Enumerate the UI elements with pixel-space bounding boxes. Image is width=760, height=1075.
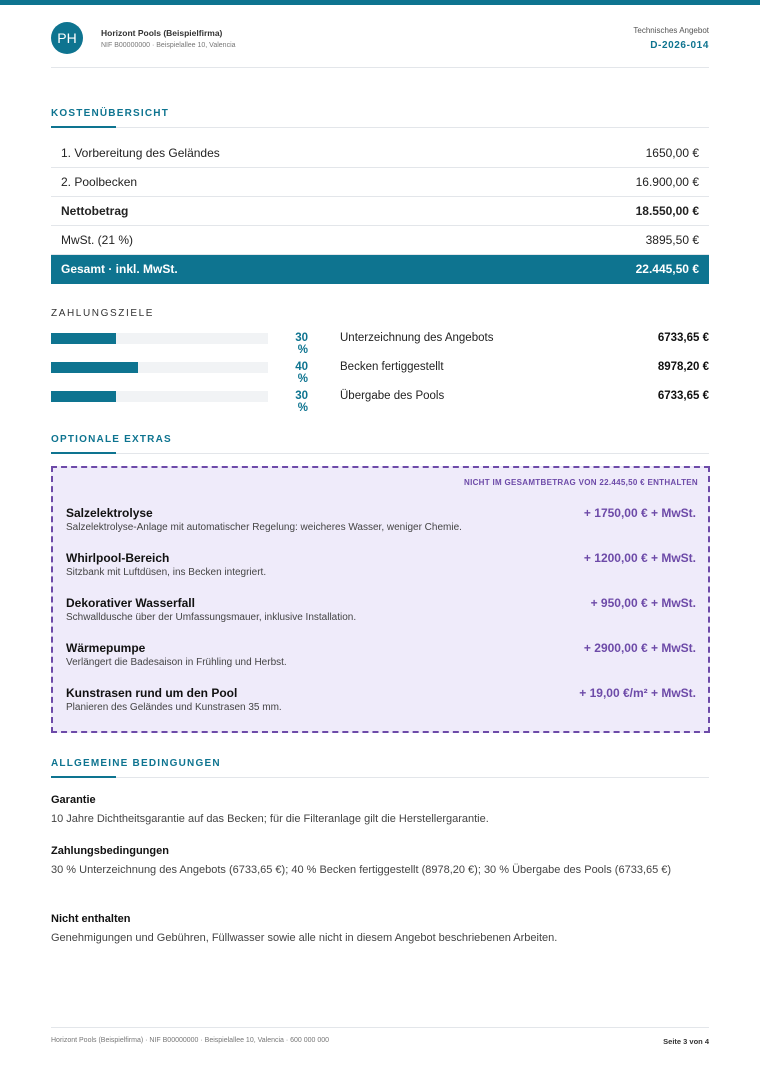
extra-item <box>66 506 696 540</box>
page-footer <box>51 1027 709 1047</box>
cost-row <box>51 168 709 197</box>
extra-name: Kunstrasen rund um den Pool <box>66 686 238 700</box>
section-underline <box>51 452 116 454</box>
vat-label: MwSt. (21 %) <box>61 233 134 247</box>
extras-section-title <box>51 434 709 454</box>
milestone-label: Becken fertiggestellt <box>340 361 444 373</box>
extra-item <box>66 596 696 630</box>
milestone-label: Übergabe des Pools <box>340 390 445 402</box>
extra-description: Salzelektrolyse-Anlage mit automatischer Regelung: weicheres Wasser, weniger Chemie. <box>66 522 462 533</box>
section-underline <box>51 776 116 778</box>
cost-row <box>51 139 709 168</box>
milestone-percent: 30 % <box>295 332 308 356</box>
payment-milestone <box>51 390 709 414</box>
extras-section-title-text: OPTIONALE EXTRAS <box>51 434 172 445</box>
milestone-amount: 8978,20 € <box>657 361 709 373</box>
progress-track <box>51 362 268 373</box>
footer-company-info: Horizont Pools (Beispielfirma) · NIF B00000000 · Beispielallee 10, Valencia · 600 000 000 <box>51 1037 330 1044</box>
milestone-amount: 6733,65 € <box>657 390 709 402</box>
extra-name: Wärmepumpe <box>66 641 146 655</box>
condition-heading: Nicht enthalten <box>51 913 131 925</box>
vat-value: 3895,50 € <box>645 233 699 247</box>
progress-track <box>51 333 268 344</box>
document-type: Technisches Angebot <box>633 26 709 35</box>
condition-heading: Zahlungsbedingungen <box>51 845 169 857</box>
progress-fill <box>51 333 116 344</box>
extra-description: Verlängert die Badesaison in Frühling und Herbst. <box>66 657 287 668</box>
net-amount-row <box>51 197 709 226</box>
condition-block <box>51 794 711 828</box>
extras-not-included-note: NICHT IM GESAMTBETRAG VON 22.445,50 € ENTHALTEN <box>464 478 698 487</box>
optional-extras-box <box>51 466 710 733</box>
extra-description: Planieren des Geländes und Kunstrasen 35 mm. <box>66 702 282 713</box>
condition-text: 10 Jahre Dichtheitsgarantie auf das Becken; für die Filteranlage gilt die Herstellergarantie. <box>51 813 489 825</box>
milestone-label: Unterzeichnung des Angebots <box>340 332 494 344</box>
conditions-section-title-text: ALLGEMEINE BEDINGUNGEN <box>51 758 221 769</box>
payment-milestone <box>51 361 709 385</box>
progress-fill <box>51 362 138 373</box>
extra-item <box>66 551 696 585</box>
progress-fill <box>51 391 116 402</box>
extra-item <box>66 641 696 675</box>
extra-price: + 950,00 € + MwSt. <box>590 596 696 610</box>
progress-track <box>51 391 268 402</box>
cost-row-label: 2. Poolbecken <box>61 175 138 189</box>
cost-row-value: 1650,00 € <box>645 146 699 160</box>
total-value: 22.445,50 € <box>635 262 699 276</box>
condition-block <box>51 845 711 879</box>
top-accent-bar <box>0 0 760 5</box>
extra-price: + 2900,00 € + MwSt. <box>583 641 696 655</box>
extra-price: + 1200,00 € + MwSt. <box>583 551 696 565</box>
condition-text: 30 % Unterzeichnung des Angebots (6733,65 €); 40 % Becken fertiggestellt (8978,20 €); 30 % Übergabe des Pools (6733,65 €) <box>51 864 672 876</box>
net-amount-label: Nettobetrag <box>61 204 129 218</box>
extra-description: Schwalldusche über der Umfassungsmauer, inklusive Installation. <box>66 612 357 623</box>
net-amount-value: 18.550,00 € <box>635 204 699 218</box>
company-logo: PH <box>51 22 83 54</box>
extra-description: Sitzbank mit Luftdüsen, ins Becken integriert. <box>66 567 267 578</box>
company-details: NIF B00000000 · Beispielallee 10, Valencia <box>101 42 236 49</box>
extra-name: Salzelektrolyse <box>66 506 153 520</box>
cost-section-title-text: KOSTENÜBERSICHT <box>51 108 170 119</box>
total-row <box>51 255 709 284</box>
cost-section-title <box>51 108 709 128</box>
payment-milestone <box>51 332 709 356</box>
condition-block <box>51 913 711 947</box>
cost-row-value: 16.900,00 € <box>635 175 699 189</box>
page-number: Seite 3 von 4 <box>663 1037 709 1046</box>
total-label: Gesamt · inkl. MwSt. <box>61 262 178 276</box>
section-underline <box>51 126 116 128</box>
extra-name: Whirlpool-Bereich <box>66 551 170 565</box>
document-header <box>51 22 709 68</box>
condition-heading: Garantie <box>51 794 96 806</box>
milestone-amount: 6733,65 € <box>657 332 709 344</box>
milestone-percent: 40 % <box>295 361 308 385</box>
cost-table <box>51 139 709 284</box>
conditions-section-title <box>51 758 709 778</box>
extra-price: + 1750,00 € + MwSt. <box>583 506 696 520</box>
vat-row <box>51 226 709 255</box>
extra-name: Dekorativer Wasserfall <box>66 596 195 610</box>
extra-item <box>66 686 696 720</box>
condition-text: Genehmigungen und Gebühren, Füllwasser sowie alle nicht in diesem Angebot beschriebenen Arbeiten. <box>51 932 558 944</box>
milestone-percent: 30 % <box>295 390 308 414</box>
cost-row-label: 1. Vorbereitung des Geländes <box>61 146 220 160</box>
company-name: Horizont Pools (Beispielfirma) <box>101 28 223 38</box>
payment-milestones-title: ZAHLUNGSZIELE <box>51 308 155 319</box>
extra-price: + 19,00 €/m² + MwSt. <box>579 686 696 700</box>
document-number: D-2026-014 <box>650 40 709 51</box>
